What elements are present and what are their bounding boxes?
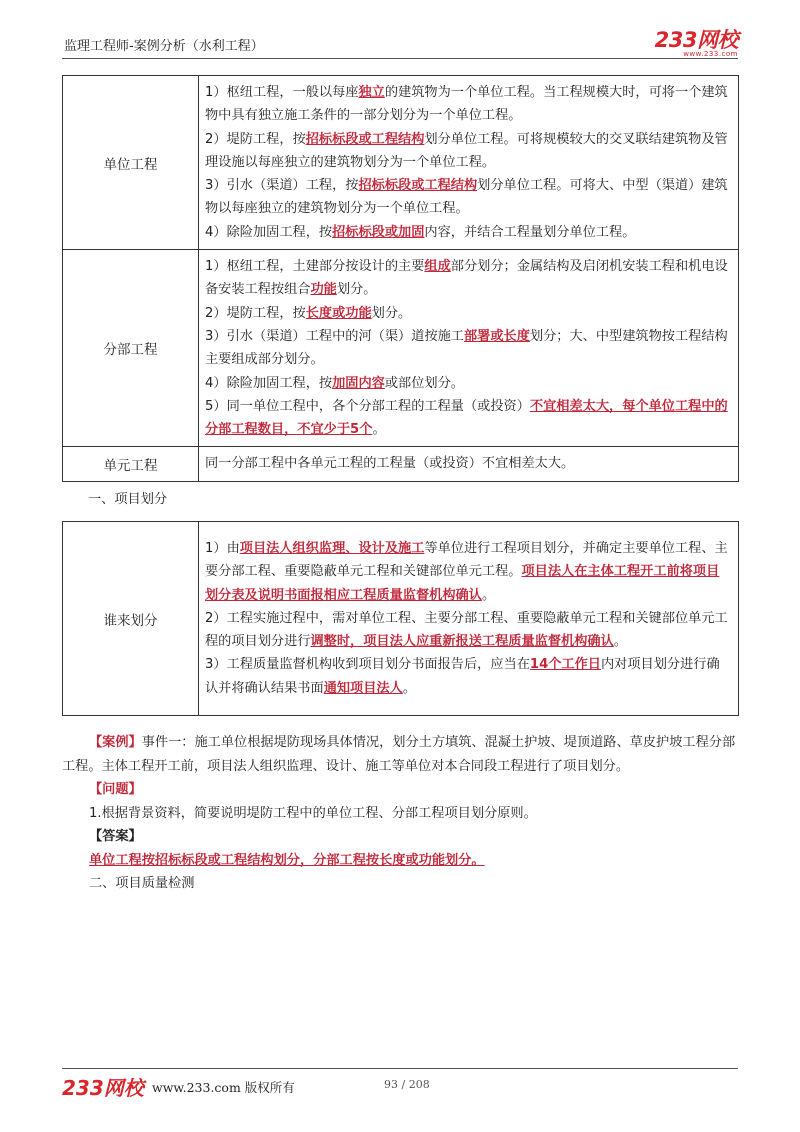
footer-logo: 233网校 — [62, 1076, 144, 1100]
plain-text: 的建筑物为一个单位工程。当工程规模大时，可将一个建筑物中具有独立施工条件的一部分划分为一个单位工程。 — [205, 85, 728, 124]
plain-text: 或部位划分。 — [384, 375, 464, 391]
rule-line — [205, 607, 732, 654]
plain-text: 1）枢纽工程，土建部分按设计的主要 — [205, 259, 425, 275]
answer-tag: 【答案】 — [89, 829, 142, 844]
plain-text: 3）引水（渠道）工程中的河（渠）道按施工 — [205, 328, 464, 344]
question-text: 1.根据背景资料，简要说明堤防工程中的单位工程、分部工程项目划分原则。 — [89, 805, 537, 821]
plain-text: 2）堤防工程，按 — [205, 131, 306, 147]
answer-line — [62, 849, 740, 873]
plain-text: 划分单位工程。可将规模较大的交叉联结建筑物及管理设施以每座独立的建筑物划分为一个单位工程。 — [205, 131, 728, 170]
who-divides-table — [62, 521, 739, 716]
row-label: 分部工程 — [63, 250, 199, 447]
plain-text: 划分；大、中型建筑物按工程结构主要组成部分划分。 — [205, 328, 728, 368]
highlight-text: 长度或功能 — [305, 305, 372, 321]
rule-line — [205, 372, 732, 395]
plain-text: 内对项目划分进行确认并将确认结果书面 — [205, 657, 720, 696]
rule-line — [205, 537, 732, 607]
rule-line — [205, 302, 732, 325]
plain-text: 1）枢纽工程，一般以每座 — [205, 85, 359, 100]
page-number: 93 / 208 — [384, 1078, 430, 1091]
plain-text: 4）除险加固工程，按 — [205, 224, 333, 240]
document-title: 监理工程师-案例分析（水利工程） — [64, 39, 264, 54]
rule-line — [205, 128, 732, 175]
plain-text: 2）堤防工程，按 — [205, 305, 306, 321]
plain-text: 1）由 — [205, 540, 240, 556]
plain-text: 划分。 — [371, 305, 412, 321]
plain-text: 划分。 — [336, 282, 377, 298]
highlight-text: 功能 — [310, 282, 337, 298]
plain-text: 。 — [402, 680, 416, 696]
section-heading-quality-testing: 二、项目质量检测 — [89, 876, 195, 891]
logo-mark: 233网校 — [654, 28, 738, 52]
question-tag: 【问题】 — [89, 782, 142, 797]
plain-text: 2）工程实施过程中，需对单位工程、主要分部工程、重要隐蔽单元工程和关键部位单元工程的项目划分进行 — [205, 610, 728, 650]
case-paragraph — [62, 731, 740, 778]
row-content — [199, 76, 739, 250]
division-rules-table — [62, 75, 739, 482]
row-label: 谁来划分 — [63, 522, 199, 716]
plain-text: 同一分部工程中各单元工程的工程量（或投资）不宜相差太大。 — [205, 456, 575, 472]
answer-tag-line — [62, 825, 740, 849]
plain-text: 。 — [613, 634, 627, 650]
highlight-text: 招标标段或工程结构 — [358, 178, 478, 194]
rule-line — [205, 395, 732, 442]
row-content — [199, 447, 739, 481]
rule-line — [205, 255, 732, 302]
rule-line — [205, 81, 732, 128]
table-row — [63, 447, 739, 481]
plain-text: 部分划分；金属结构及启闭机安装工程和机电设备安装工程按组合 — [205, 259, 728, 298]
plain-text: 4）除险加固工程，按 — [205, 375, 333, 391]
highlight-text: 不宜相差太大，每个单位工程中的分部工程数目，不宜少于5个 — [205, 398, 728, 438]
case-text: 事件一：施工单位根据堤防现场具体情况，划分土方填筑、混凝土护坡、堤顶道路、草皮护坡工程分部工程。主体工程开工前，项目法人组织监理、设计、施工等单位对本合同段工程进行了项目划分。 — [62, 735, 736, 774]
case-tag: 【案例】 — [89, 735, 142, 750]
highlight-text: 部署或长度 — [463, 328, 530, 344]
rule-line — [205, 452, 732, 475]
rule-line — [205, 221, 732, 244]
plain-text: 5）同一单位工程中，各个分部工程的工程量（或投资） — [205, 398, 530, 414]
rule-line — [205, 174, 732, 221]
highlight-text: 调整时，项目法人应重新报送工程质量监督机构确认 — [310, 634, 614, 650]
highlight-text: 独立 — [358, 85, 385, 100]
plain-text: 划分单位工程。可将大、中型（渠道）建筑物以每座独立的建筑物划分为一个单位工程。 — [205, 178, 728, 217]
page-footer — [62, 1068, 738, 1099]
plain-text: 内容，并结合工程量划分单位工程。 — [424, 224, 636, 240]
table-row — [63, 522, 739, 716]
brand-logo — [655, 24, 738, 58]
rule-line — [205, 653, 732, 700]
highlight-text: 组成 — [424, 259, 451, 275]
rule-line — [205, 325, 732, 372]
plain-text: 3）引水（渠道）工程，按 — [205, 178, 359, 194]
row-content — [199, 250, 739, 447]
row-content — [199, 522, 739, 716]
answer-text: 单位工程按招标标段或工程结构划分，分部工程按长度或功能划分。 — [89, 852, 485, 868]
row-label: 单元工程 — [63, 447, 199, 481]
logo-url: www.233.com — [683, 50, 738, 58]
highlight-text: 招标标段或加固 — [332, 224, 425, 240]
highlight-text: 项目法人在主体工程开工前将项目划分表及说明书面报相应工程质量监督机构确认 — [205, 564, 720, 603]
table-row — [63, 76, 739, 250]
question-tag-line — [62, 778, 740, 802]
row-label: 单位工程 — [63, 76, 199, 250]
highlight-text: 项目法人组织监理、设计及施工 — [239, 540, 425, 556]
highlight-text: 14个工作日 — [529, 657, 601, 673]
section-heading-project-division: 一、项目划分 — [88, 492, 168, 507]
page-header — [62, 28, 738, 59]
highlight-text: 招标标段或工程结构 — [305, 131, 425, 147]
table-row — [63, 250, 739, 447]
plain-text: 等单位进行工程项目划分，并确定主要单位工程、主要分部工程、重要隐蔽单元工程和关键部位单元工程。 — [205, 540, 728, 580]
plain-text: 。 — [372, 422, 386, 438]
highlight-text: 通知项目法人 — [323, 680, 403, 696]
copyright-text: www.233.com 版权所有 — [152, 1080, 295, 1095]
highlight-text: 加固内容 — [332, 375, 385, 391]
plain-text: 3）工程质量监督机构收到项目划分书面报告后，应当在 — [205, 657, 530, 673]
plain-text: 。 — [481, 587, 496, 603]
case-block — [62, 731, 740, 896]
